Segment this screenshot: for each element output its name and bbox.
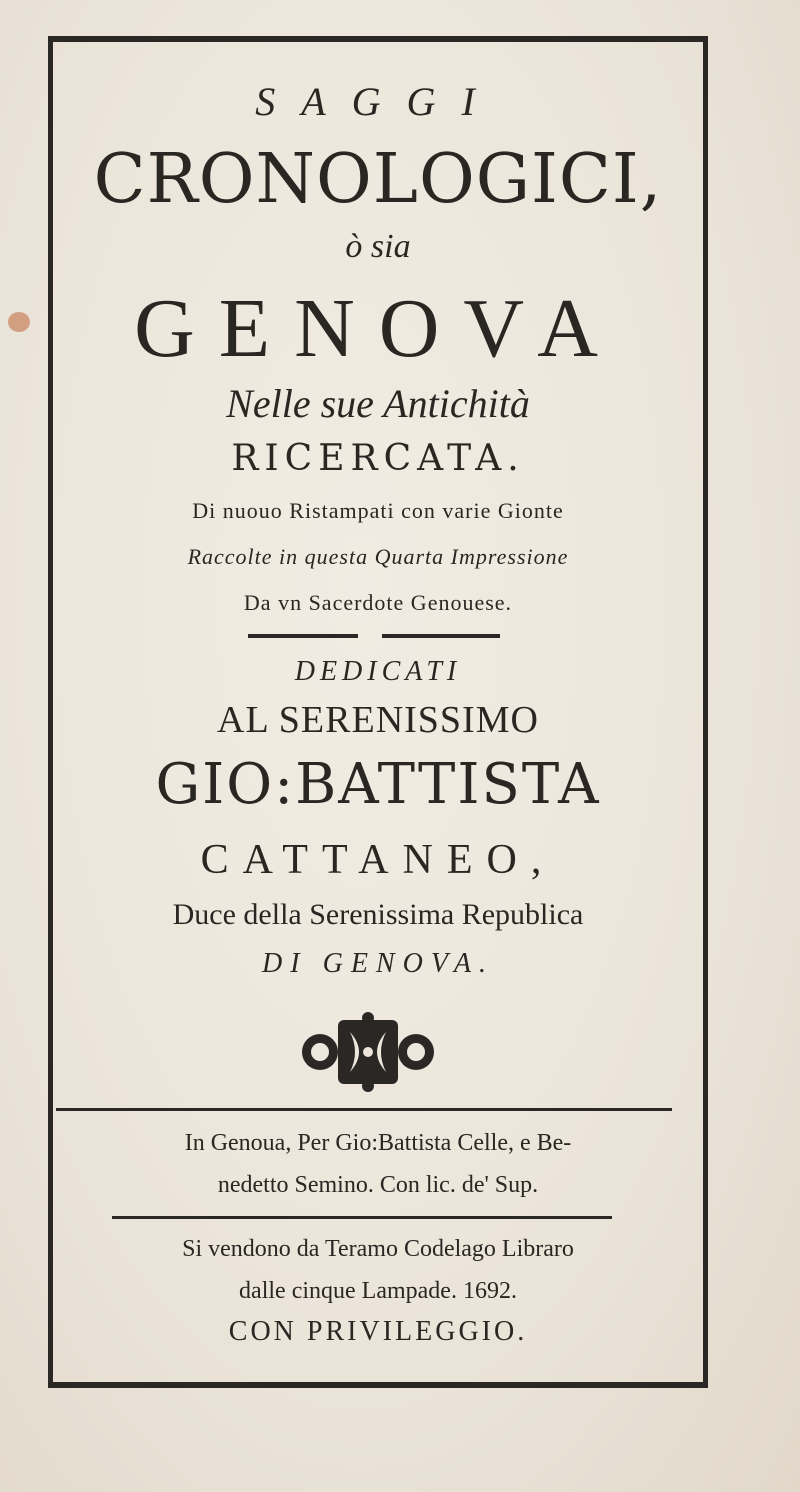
title-genova: GENOVA	[134, 282, 622, 375]
sale-line-2: dalle cinque Lampade. 1692.	[239, 1278, 517, 1304]
title-cronologici: CRONOLOGICI,	[93, 140, 663, 219]
dedication-heading: DEDICATI	[294, 656, 462, 687]
subtitle-ricercata: RICERCATA.	[231, 438, 525, 479]
subtitle-antichita: Nelle sue Antichità	[226, 381, 530, 426]
divider-rule	[56, 1108, 672, 1111]
dedicatee-surname: CATTANEO,	[200, 837, 556, 883]
edition-note: Di nuouo Ristampati con varie Gionte	[192, 498, 564, 523]
privilege-line: CON PRIVILEGGIO.	[228, 1316, 528, 1347]
dedicatee-city: DI GENOVA.	[262, 948, 494, 979]
paper-stain	[8, 312, 30, 332]
imprint-line-1: In Genoua, Per Gio:Battista Celle, e Be-	[184, 1130, 572, 1156]
author-note: Da vn Sacerdote Genouese.	[243, 590, 513, 615]
sale-line-1: Si vendono da Teramo Codelago Libraro	[182, 1236, 574, 1262]
imprint-line-2: nedetto Semino. Con lic. de' Sup.	[217, 1172, 539, 1198]
dedicatee-name: GIO:BATTISTA	[155, 752, 601, 817]
divider-rule	[248, 634, 358, 638]
title-o-sia: ò sia	[345, 228, 411, 265]
title-saggi: SAGGI	[255, 79, 501, 124]
impression-note: Raccolte in questa Quarta Impressione	[187, 544, 569, 569]
printer-ornament-icon	[298, 1012, 438, 1092]
dedicatee-office: Duce della Serenissima Republica	[172, 898, 584, 931]
divider-rule	[382, 634, 500, 638]
dedicatee-title: AL SERENISSIMO	[217, 699, 539, 741]
divider-rule	[112, 1216, 612, 1219]
